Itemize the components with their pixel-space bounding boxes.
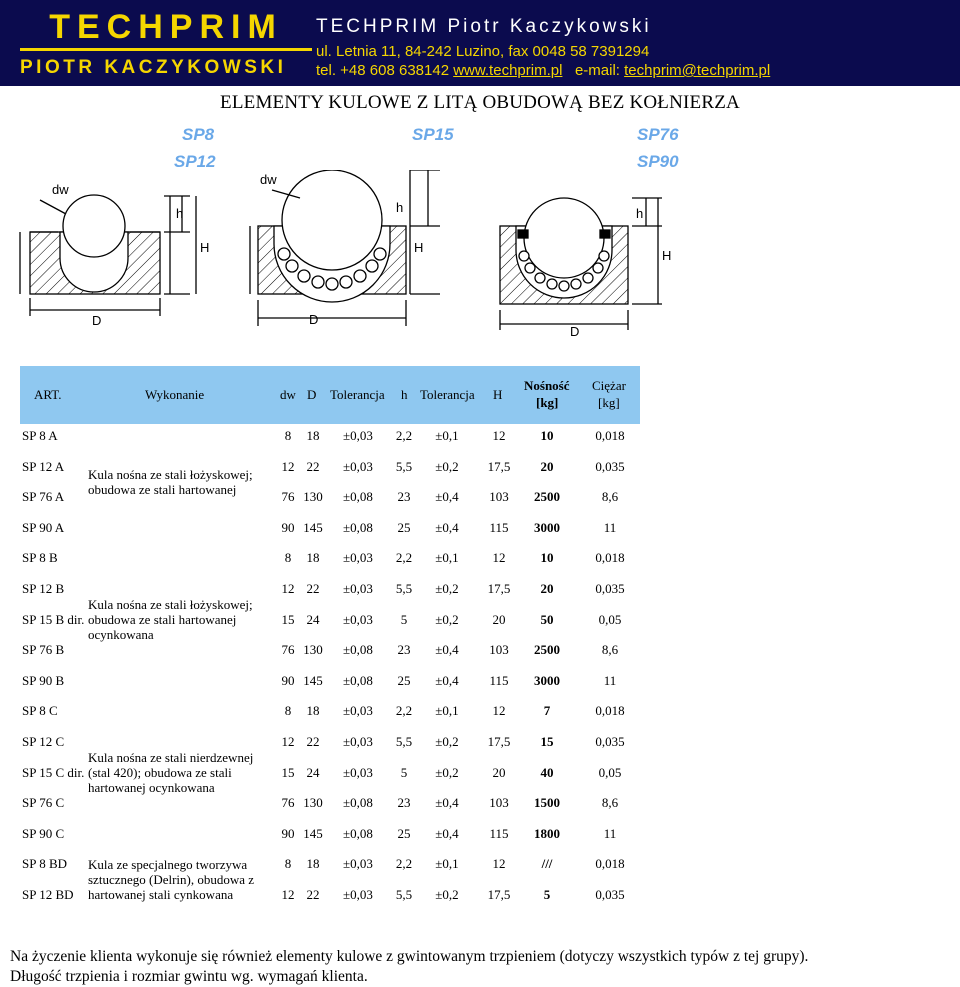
cell-D: 18 [306,550,320,566]
group-description-line: hartowanej stali cynkowana [88,887,234,903]
model-label-sp15: SP15 [412,125,454,144]
cell-tolh: ±0,4 [435,489,459,505]
cell-tolD: ±0,08 [343,489,373,505]
logo-subtitle: PIOTR KACZYKOWSKI [20,57,287,78]
cell-h: 23 [397,642,411,658]
cell-H: 103 [489,489,509,505]
cell-tolD: ±0,03 [343,458,373,474]
cell-tolh: ±0,2 [435,764,459,780]
footer-line-1: Na życzenie klienta wykonuje się również elementy kulowe z gwintowanym trzpieniem (dotyczy wszystkich typów z tej grupy). [10,948,809,965]
cell-nosnosc: /// [541,856,553,872]
dim-dw-2: dw [260,172,277,187]
email-link[interactable]: techprim@techprim.pl [624,62,771,79]
cell-H: 115 [489,519,509,535]
cell-art: SP 15 B dir. [22,611,85,627]
dim-H-1: H [200,240,210,255]
cell-D: 24 [306,764,320,780]
cell-art: SP 76 A [22,489,65,505]
cell-H: 17,5 [487,734,511,749]
cell-art: SP 8 A [22,428,58,443]
cell-tolD: ±0,08 [343,795,373,811]
cell-nosnosc: 3000 [534,672,560,688]
cell-dw: 15 [281,764,295,780]
drawing-sp8-sp12 [20,195,196,316]
cell-ciezar: 0,05 [598,611,622,627]
cell-h: 2,2 [395,550,413,566]
table-header [20,366,640,424]
cell-h: 25 [397,672,411,688]
cell-ciezar: 11 [603,519,617,535]
cell-D: 22 [306,887,320,902]
cell-art: SP 8 B [22,550,58,566]
header-banner [0,0,960,86]
cell-ciezar: 0,05 [598,764,622,780]
cell-nosnosc: 2500 [534,642,560,658]
cell-art: SP 12 BD [22,887,74,902]
cell-nosnosc: 7 [543,703,551,719]
col-art: ART. [34,387,62,402]
cell-art: SP 8 C [22,703,58,719]
contact-line [316,62,770,80]
email-label: e-mail: [574,62,620,79]
cell-ciezar: 0,035 [595,887,625,902]
group-description-line: Kula nośna ze stali łożyskowej; [88,466,253,482]
col-H: H [493,387,503,402]
cell-tolh: ±0,1 [435,428,459,443]
cell-art: SP 90 C [22,825,65,841]
dim-h-2: h [396,200,404,215]
cell-ciezar: 0,018 [595,703,625,719]
cell-H: 12 [492,703,506,719]
cell-dw: 76 [281,642,295,658]
cell-nosnosc: 5 [543,887,551,902]
cell-D: 130 [303,795,323,811]
logo-title: TECHPRIM [49,8,283,46]
company-name: TECHPRIM Piotr Kaczykowski [316,16,652,37]
logo-divider [20,48,312,51]
technical-drawings [0,170,960,360]
model-label-sp90: SP90 [637,152,679,171]
cell-ciezar: 11 [603,825,617,841]
group-description-line: (stal 420); obudowa ze stali [88,765,232,781]
cell-dw: 76 [281,795,295,811]
cell-D: 145 [303,672,323,688]
col-tol-h: Tolerancja [420,387,475,402]
cell-nosnosc: 15 [540,734,554,749]
col-dw: dw [280,387,296,402]
cell-tolD: ±0,03 [343,428,373,443]
cell-tolh: ±0,4 [435,672,459,688]
cell-D: 22 [306,458,320,474]
cell-ciezar: 0,018 [595,856,625,872]
cell-h: 5,5 [395,734,413,749]
group-description-line: hartowanej ocynkowana [88,780,215,796]
cell-H: 20 [492,611,506,627]
cell-ciezar: 8,6 [601,489,619,505]
model-label-sp76: SP76 [637,125,679,144]
cell-h: 25 [397,519,411,535]
dim-D-1: D [92,313,102,328]
cell-h: 25 [397,825,411,841]
cell-tolD: ±0,03 [343,611,373,627]
col-nosnosc-unit: [kg] [536,395,559,410]
cell-nosnosc: 2500 [534,489,560,505]
cell-tolh: ±0,4 [435,825,459,841]
cell-tolh: ±0,4 [435,519,459,535]
group-description-line: sztucznego (Delrin), obudowa z [88,872,255,888]
cell-nosnosc: 10 [540,550,554,566]
dim-D-2: D [309,312,319,327]
cell-tolD: ±0,08 [343,825,373,841]
cell-h: 23 [397,489,411,505]
cell-D: 145 [303,519,323,535]
cell-H: 12 [492,856,506,872]
cell-D: 130 [303,642,323,658]
col-D: D [307,387,317,402]
cell-nosnosc: 20 [540,581,554,596]
col-tol-D: Tolerancja [330,387,385,402]
cell-h: 5,5 [395,581,413,596]
col-ciezar-unit: [kg] [598,395,620,410]
cell-art: SP 76 C [22,795,65,811]
cell-dw: 90 [281,825,295,841]
cell-H: 17,5 [487,581,511,596]
cell-nosnosc: 1800 [534,825,560,841]
cell-ciezar: 11 [603,672,617,688]
cell-H: 17,5 [487,887,511,902]
model-label-sp8: SP8 [182,125,215,144]
cell-dw: 8 [284,703,292,719]
footer-note [10,947,950,987]
cell-tolh: ±0,2 [435,458,459,474]
cell-art: SP 8 BD [22,856,68,872]
dim-H-2: H [414,240,424,255]
cell-tolD: ±0,03 [343,703,373,719]
cell-art: SP 76 B [22,642,65,658]
cell-D: 24 [306,611,320,627]
cell-dw: 8 [284,428,292,443]
cell-art: SP 12 A [22,458,65,474]
group-description-line: obudowa ze stali hartowanej [88,481,237,497]
phone-number: tel. +48 608 638142 [316,62,450,79]
cell-tolh: ±0,2 [435,887,459,902]
cell-art: SP 15 C dir. [22,764,85,780]
cell-art: SP 12 C [22,734,65,749]
cell-dw: 90 [281,519,295,535]
dim-dw-1: dw [52,182,69,197]
cell-art: SP 12 B [22,581,65,596]
cell-D: 18 [306,428,320,443]
cell-D: 130 [303,489,323,505]
cell-art: SP 90 B [22,672,65,688]
cell-H: 12 [492,428,506,443]
cell-h: 2,2 [395,856,413,872]
col-nosnosc: Nośność [524,378,570,393]
cell-tolD: ±0,03 [343,764,373,780]
cell-H: 12 [492,550,506,566]
dim-H-3: H [662,248,672,263]
cell-tolh: ±0,2 [435,734,459,749]
cell-D: 22 [306,581,320,596]
cell-tolh: ±0,1 [435,856,459,872]
col-ciezar: Ciężar [592,378,626,393]
cell-dw: 12 [281,581,295,596]
cell-h: 2,2 [395,703,413,719]
cell-h: 5 [400,611,408,627]
cell-ciezar: 0,035 [595,458,625,474]
dim-h-3: h [636,206,644,221]
cell-nosnosc: 1500 [534,795,560,811]
cell-dw: 12 [281,458,295,474]
cell-tolD: ±0,08 [343,642,373,658]
group-description-line: Kula nośna ze stali nierdzewnej [88,750,254,766]
cell-H: 103 [489,795,509,811]
cell-art: SP 90 A [22,519,65,535]
cell-nosnosc: 50 [540,611,554,627]
cell-ciezar: 8,6 [601,795,619,811]
cell-D: 18 [306,703,320,719]
cell-h: 5,5 [395,458,413,474]
cell-tolD: ±0,03 [343,550,373,566]
group-description-line: obudowa ze stali hartowanej [88,612,237,628]
cell-ciezar: 0,035 [595,734,625,749]
cell-dw: 12 [281,734,295,749]
col-wykonanie: Wykonanie [145,387,205,402]
cell-h: 2,2 [395,428,413,443]
cell-tolh: ±0,2 [435,611,459,627]
cell-H: 20 [492,764,506,780]
model-label-sp12: SP12 [174,152,216,171]
cell-ciezar: 0,035 [595,581,625,596]
dim-h-1: h [176,206,184,221]
cell-nosnosc: 40 [540,764,554,780]
company-logo [8,4,308,80]
cell-dw: 90 [281,672,295,688]
cell-nosnosc: 20 [540,458,554,474]
cell-ciezar: 0,018 [595,550,625,566]
cell-h: 5,5 [395,887,413,902]
cell-tolh: ±0,4 [435,642,459,658]
cell-dw: 8 [284,550,292,566]
cell-D: 145 [303,825,323,841]
cell-h: 23 [397,795,411,811]
cell-h: 5 [400,764,408,780]
cell-tolh: ±0,1 [435,703,459,719]
cell-tolD: ±0,03 [343,856,373,872]
cell-tolD: ±0,03 [343,887,373,902]
cell-tolD: ±0,03 [343,734,373,749]
group-description-line: Kula ze specjalnego tworzywa [88,857,248,873]
cell-tolh: ±0,2 [435,581,459,596]
cell-D: 18 [306,856,320,872]
group-description-line: ocynkowana [88,627,154,643]
cell-tolh: ±0,4 [435,795,459,811]
cell-nosnosc: 3000 [534,519,560,535]
cell-tolD: ±0,08 [343,672,373,688]
group-description-line: Kula nośna ze stali łożyskowej; [88,597,253,613]
cell-dw: 15 [281,611,295,627]
drawing-sp15 [250,170,440,326]
cell-dw: 12 [281,887,295,902]
cell-D: 22 [306,734,320,749]
cell-dw: 8 [284,856,292,872]
cell-H: 103 [489,642,509,658]
cell-H: 115 [489,672,509,688]
footer-line-2: Długość trzpienia i rozmiar gwintu wg. wymagań klienta. [10,968,368,985]
cell-ciezar: 8,6 [601,642,619,658]
cell-H: 17,5 [487,458,511,474]
cell-nosnosc: 10 [540,428,554,443]
cell-H: 115 [489,825,509,841]
col-h: h [401,387,408,402]
website-link[interactable]: www.techprim.pl [453,62,563,79]
dim-D-3: D [570,324,580,339]
company-address: ul. Letnia 11, 84-242 Luzino, fax 0048 58 7391294 [316,43,650,60]
cell-tolD: ±0,08 [343,519,373,535]
cell-ciezar: 0,018 [595,428,625,443]
page-title: ELEMENTY KULOWE Z LITĄ OBUDOWĄ BEZ KOŁNIERZA [220,92,740,113]
cell-tolD: ±0,03 [343,581,373,596]
cell-dw: 76 [281,489,295,505]
cell-tolh: ±0,1 [435,550,459,566]
